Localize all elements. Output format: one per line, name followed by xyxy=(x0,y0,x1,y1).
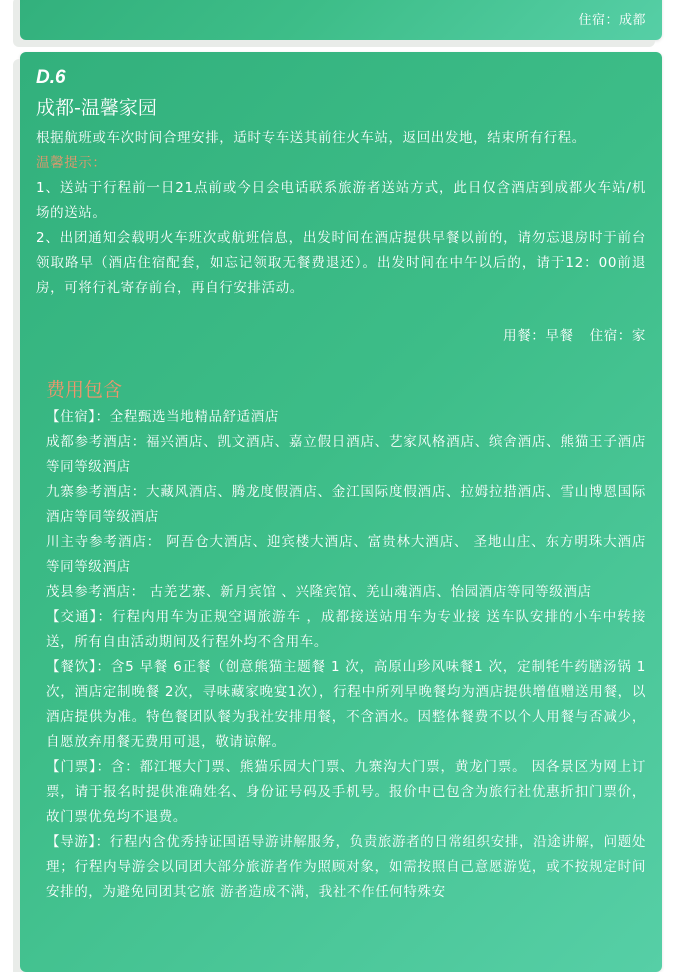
day-label: D.6 xyxy=(36,67,66,88)
fee-item-hotel-maoxian: 茂县参考酒店： 古羌艺寨、新月宾馆 、兴隆宾馆、羌山魂酒店、怡园酒店等同等级酒店 xyxy=(46,584,592,600)
fee-item-transport: 【交通】：行程内用车为正规空调旅游车 ，成都接送站用车为专业接 送车队安排的小车中转接送，所有自由活动期间及行程外均不含用车。 xyxy=(46,609,646,650)
fee-included-section xyxy=(36,377,646,905)
fee-item-lodging: 【住宿】：全程甄选当地精品舒适酒店 xyxy=(46,409,279,425)
fee-item-meals: 【餐饮】：含5 早餐 6正餐（创意熊猫主题餐 1 次，高原山珍风味餐1 次，定制牦牛药膳汤锅 1 次，酒店定制晚餐 2次，寻味藏家晚宴1次），行程中所列早晚餐均为酒店提供增值赠送用餐，以酒店提供为准。特色餐团队餐为我社安排用餐，不含酒水。因整体餐费不以个人用餐与否减少，自愿放弃用餐无费用可退，敬请谅解。 xyxy=(46,659,646,750)
fee-item-guide: 【导游】：行程内含优秀持证国语导游讲解服务，负责旅游者的日常组织安排，沿途讲解，问题处理；行程内导游会以同团大部分旅游者作为照顾对象，如需按照自己意愿游览，或不按规定时间安排的，为避免同团其它旅 游者造成不满，我社不作任何特殊安 xyxy=(46,834,646,900)
day-description: 根据航班或车次时间合理安排，适时专车送其前往火车站，返回出发地，结束所有行程。 xyxy=(36,130,586,146)
day-6-card xyxy=(20,52,662,972)
stay-info: 住宿：家 xyxy=(589,328,646,344)
warm-tips-label: 温馨提示： xyxy=(36,155,107,171)
stay-info: 住宿：成都 xyxy=(578,13,646,28)
fee-included-title: 费用包含 xyxy=(46,379,123,401)
tip-item: 2、出团通知会载明火车班次或航班信息，出发时间在酒店提供早餐以前的，请勿忘退房时于前台领取路早（酒店住宿配套，如忘记领取无餐费退还）。出发时间在中午以后的，请于12：00前退房，可将行礼寄存前台，再自行安排活动。 xyxy=(36,230,646,296)
day-title: 成都-温馨家园 xyxy=(36,97,157,119)
fee-item-hotel-chengdu: 成都参考酒店：福兴酒店、凯文酒店、嘉立假日酒店、艺家风格酒店、缤舍酒店、熊猫王子酒店等同等级酒店 xyxy=(46,434,646,475)
fee-item-hotel-jiuzhai: 九寨参考酒店：大藏风酒店、腾龙度假酒店、金江国际度假酒店、拉姆拉措酒店、雪山博恩国际酒店等同等级酒店 xyxy=(46,484,646,525)
meals-info: 用餐：早餐 xyxy=(503,328,574,344)
tip-item: 1、送站于行程前一日21点前或今日会电话联系旅游者送站方式，此日仅含酒店到成都火车站/机场的送站。 xyxy=(36,180,646,221)
previous-day-card xyxy=(20,0,662,40)
fee-item-tickets: 【门票】：含：都江堰大门票、熊猫乐园大门票、九寨沟大门票，黄龙门票。 因各景区为网上订票，请于报名时提供准确姓名、身份证号码及手机号。报价中已包含为旅行社优惠折扣门票价，故门票优免均不退费。 xyxy=(46,759,646,825)
fee-item-hotel-chuanzhusi: 川主寺参考酒店： 阿吾仓大酒店、迎宾楼大酒店、富贵林大酒店、 圣地山庄、东方明珠大酒店等同等级酒店 xyxy=(46,534,646,575)
meals-stay-line xyxy=(36,325,646,347)
